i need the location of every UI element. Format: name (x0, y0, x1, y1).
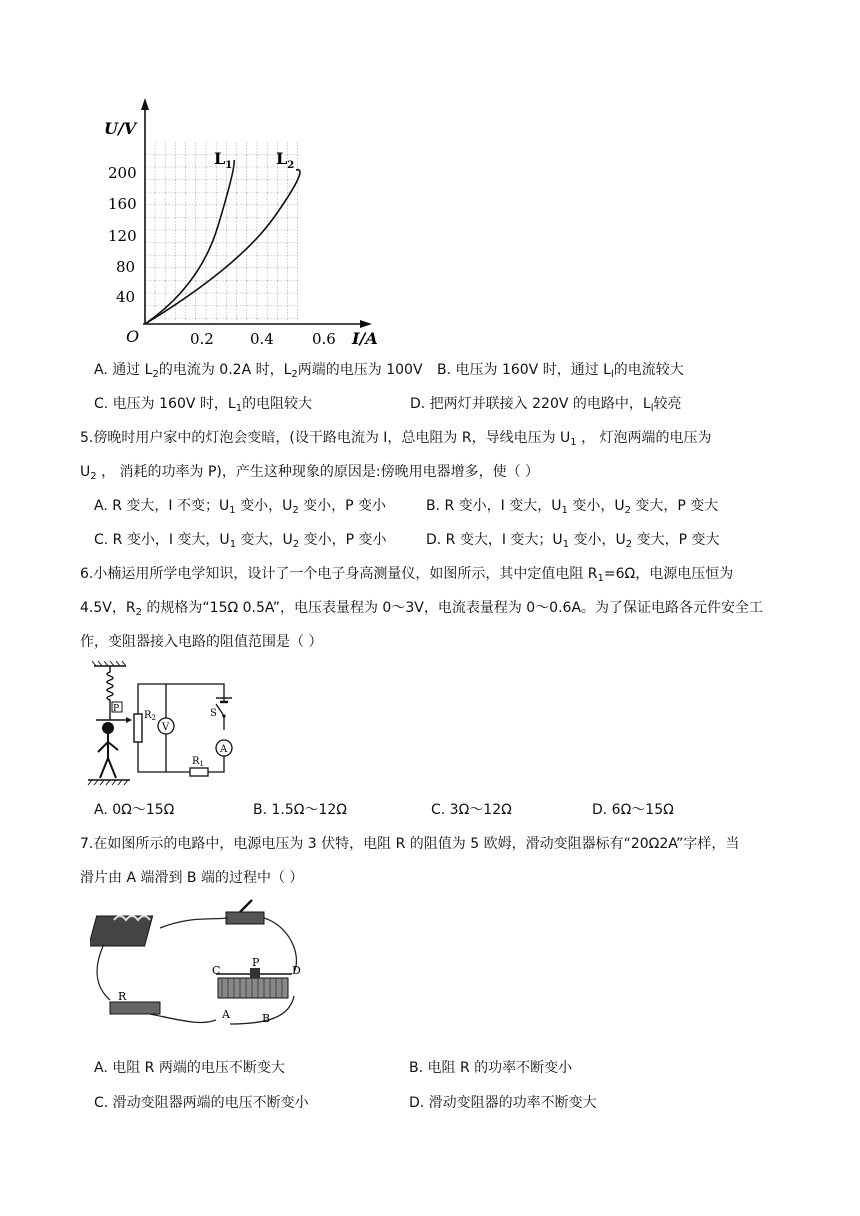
resistor-r2 (134, 714, 142, 742)
x-axis-label: I/A (352, 329, 378, 346)
photo-d-label: D (292, 964, 301, 977)
q5-option-d[interactable]: D. R 变大，I 变大；$U_1$ 变小，$U_2$ 变大，P 变大 (426, 532, 720, 550)
q4-option-a[interactable]: A. 通过 $L_2$的电流为 0.2A 时，$L_2$两端的电压为 100V (94, 362, 423, 380)
rheostat-slider (250, 968, 260, 978)
ground-hatch (88, 780, 128, 785)
q7-stem-line2: 滑片由 A 端滑到 B 端的过程中（ ） (80, 870, 304, 886)
curve-l2-label: $L_2$ (276, 149, 295, 171)
photo-r-label: R (118, 990, 127, 1003)
circuit-wires (138, 684, 224, 772)
person-body (98, 734, 118, 778)
q7-option-d[interactable]: D. 滑动变阻器的功率不断变大 (409, 1095, 597, 1111)
x-tick-0.2: 0.2 (190, 330, 214, 346)
q7-option-b[interactable]: B. 电阻 R 的功率不断变小 (409, 1060, 573, 1076)
x-tick-0.4: 0.4 (250, 330, 274, 346)
slider-arrow (126, 717, 132, 723)
y-tick-80: 80 (116, 258, 136, 276)
origin-label: O (126, 327, 140, 346)
rheostat-coil (218, 978, 288, 998)
q6-option-a[interactable]: A. 0Ω～15Ω (94, 802, 175, 818)
voltmeter-label: V (162, 722, 170, 733)
y-axis-label: U/V (104, 119, 137, 138)
switch-lever (216, 704, 224, 716)
physical-circuit-photo (90, 896, 320, 1046)
height-meter-circuit (86, 658, 246, 788)
resistor-r2-label: $R_2$ (144, 710, 156, 722)
graph-grid (145, 142, 298, 322)
x-tick-0.6: 0.6 (312, 330, 336, 346)
slider-p-label: P (113, 704, 120, 714)
y-tick-200: 200 (108, 164, 137, 182)
photo-c-label: C (212, 964, 221, 977)
q4-option-d[interactable]: D. 把两灯并联接入 220V 的电路中，$L_l$较亮 (410, 396, 682, 414)
photo-p-label: P (252, 956, 260, 969)
curve-l1-label: $L_1$ (214, 149, 233, 171)
knife-switch (226, 912, 264, 924)
person-head (102, 722, 114, 734)
q4-option-b[interactable]: B. 电压为 160V 时，通过 $L_l$的电流较大 (437, 362, 684, 380)
q5-option-b[interactable]: B. R 变小，I 变大，$U_1$ 变小，$U_2$ 变大，P 变大 (426, 498, 719, 516)
y-tick-160: 160 (108, 195, 137, 213)
q5-option-c[interactable]: C. R 变小，I 变大，$U_1$ 变大，$U_2$ 变小，P 变小 (94, 532, 387, 550)
y-tick-40: 40 (116, 288, 136, 306)
q6-stem-line3: 作，变阻器接入电路的阻值范围是（ ） (80, 634, 323, 650)
y-axis-arrow (141, 98, 149, 110)
q5-stem-line2: $U_2$ ， 消耗的功率为 P)，产生这种现象的原因是:傍晚用电器增多，使（ ） (80, 464, 540, 482)
resistor-r1 (190, 768, 208, 776)
q6-option-d[interactable]: D. 6Ω～15Ω (592, 802, 674, 818)
ammeter-label: A (220, 744, 228, 755)
photo-a-label: A (222, 1008, 230, 1021)
knife-switch-blade (240, 900, 252, 912)
resistor-r1-label: $R_1$ (192, 756, 204, 768)
y-tick-120: 120 (108, 227, 137, 245)
switch-label: S (210, 708, 217, 719)
q5-stem-line1: 5.傍晚时用户家中的灯泡会变暗，(设干路电流为 I，总电阻为 R，导线电压为 $U_1$ ， 灯泡两端的电压为 (80, 430, 712, 448)
q7-option-a[interactable]: A. 电阻 R 两端的电压不断变大 (94, 1060, 285, 1076)
q6-option-b[interactable]: B. 1.5Ω～12Ω (253, 802, 347, 818)
ui-graph (100, 96, 400, 346)
spring (107, 666, 113, 706)
q7-option-c[interactable]: C. 滑动变阻器两端的电压不断变小 (94, 1095, 309, 1111)
battery-box (90, 916, 153, 946)
x-axis-arrow (360, 320, 372, 328)
switch-pivot (222, 714, 225, 717)
q7-stem-line1: 7.在如图所示的电路中，电源电压为 3 伏特，电阻 R 的阻值为 5 欧姆，滑动变阻器标有“20Ω2A”字样，当 (80, 836, 740, 852)
q4-option-c[interactable]: C. 电压为 160V 时，$L_1$的电阻较大 (94, 396, 313, 414)
q5-option-a[interactable]: A. R 变大，I 不变；$U_1$ 变小，$U_2$ 变小，P 变小 (94, 498, 387, 516)
q6-stem-line2: 4.5V，$R_2$ 的规格为“15Ω 0.5A”，电压表量程为 0～3V，电流表量程为 0～0.6A。为了保证电路各元件安全工 (80, 600, 764, 618)
q6-stem-line1: 6.小楠运用所学电学知识，设计了一个电子身高测量仪，如图所示，其中定值电阻 $R_1=6\Omega$，电源电压恒为 (80, 566, 734, 584)
photo-resistor-r (110, 1002, 160, 1014)
photo-b-label: B (262, 1012, 271, 1025)
q6-option-c[interactable]: C. 3Ω～12Ω (431, 802, 512, 818)
